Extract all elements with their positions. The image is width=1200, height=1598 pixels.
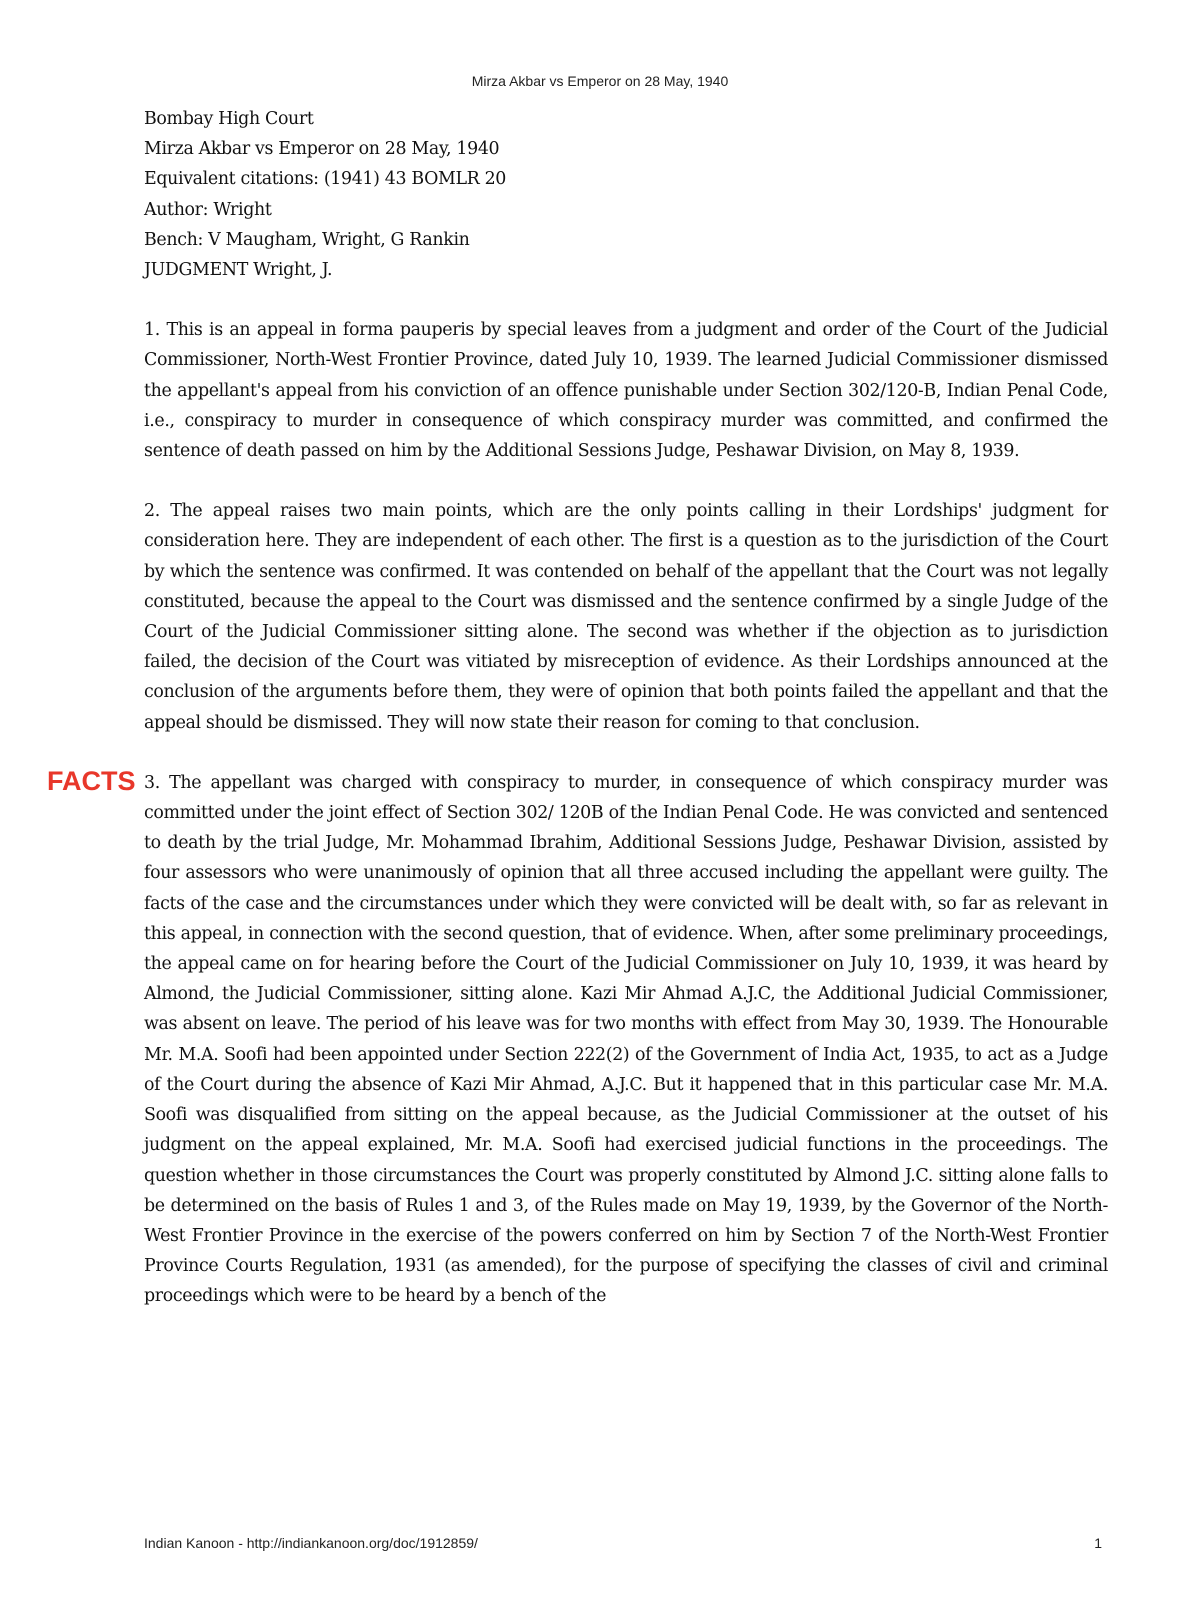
page-number: 1 (1094, 1535, 1102, 1551)
paragraph-1: 1. This is an appeal in forma pauperis by special leaves from a judgment and order of the Court of the Judicial Commissioner, North-West Frontier Province, dated July 10, 1939. The learned Judicial Commissioner dismissed the appellant's appeal from his conviction of an offence punishable under Section 302/120-B, Indian Penal Code, i.e., conspiracy to murder in consequence of which conspiracy murder was committed, and confirmed the sentence of death passed on him by the Additional Sessions Judge, Peshawar Division, on May 8, 1939. (144, 320, 1108, 462)
citations: Equivalent citations: (1941) 43 BOMLR 20 (144, 169, 507, 190)
case-title: Mirza Akbar vs Emperor on 28 May, 1940 (144, 139, 500, 160)
running-header: Mirza Akbar vs Emperor on 28 May, 1940 (471, 73, 729, 89)
footer-source: Indian Kanoon - http://indiankanoon.org/doc/1912859/ (144, 1535, 478, 1551)
author: Author: Wright (144, 199, 272, 220)
paragraph-3: 3. The appellant was charged with conspiracy to murder, in consequence of which conspiracy murder was committed under the joint effect of Section 302/ 120B of the Indian Penal Code. He was convicted and sentenced to death by the trial Judge, Mr. Mohammad Ibrahim, Additional Sessions Judge, Peshawar Division, assisted by four assessors who were unanimously of opinion that all three accused including the appellant were guilty. The facts of the case and the circumstances under which they were convicted will be dealt with, so far as relevant in this appeal, in connection with the second question, that of evidence. When, after some preliminary proceedings, the appeal came on for hearing before the Court of the Judicial Commissioner on July 10, 1939, it was heard by Almond, the Judicial Commissioner, sitting alone. Kazi Mir Ahmad A.J.C, the Additional Judicial Commissioner, was absent on leave. The period of his leave was for two months with effect from May 30, 1939. The Honourable Mr. M.A. Soofi had been appointed under Section 222(2) of the Government of India Act, 1935, to act as a Judge of the Court during the absence of Kazi Mir Ahmad, A.J.C. But it happened that in this particular case Mr. M.A. Soofi was disqualified from sitting on the appeal because, as the Judicial Commissioner at the outset of his judgment on the appeal explained, Mr. M.A. Soofi had exercised judicial functions in the proceedings. The question whether in those circumstances the Court was properly constituted by Almond J.C. sitting alone falls to be determined on the basis of Rules 1 and 3, of the Rules made on May 19, 1939, by the Governor of the North-West Frontier Province in the exercise of the powers conferred on him by Section 7 of the North-West Frontier Province Courts Regulation, 1931 (as amended), for the purpose of specifying the classes of civil and criminal proceedings which were to be heard by a bench of the (144, 772, 1108, 1307)
case-metadata (144, 104, 1108, 285)
court-name: Bombay High Court (144, 109, 314, 129)
paragraph-3-container (47, 765, 1108, 1312)
document-body (47, 104, 1108, 1312)
judgment-heading: JUDGMENT Wright, J. (144, 260, 333, 281)
facts-annotation: FACTS (47, 765, 136, 796)
paragraph-2: 2. The appeal raises two main points, which are the only points calling in their Lordships' judgment for consideration here. They are independent of each other. The first is a question as to the jurisdiction of the Court by which the sentence was confirmed. It was contended on behalf of the appellant that the Court was not legally constituted, because the appeal to the Court was dismissed and the sentence confirmed by a single Judge of the Court of the Judicial Commissioner sitting alone. The second was whether if the objection as to jurisdiction failed, the decision of the Court was vitiated by misreception of evidence. As their Lordships announced at the conclusion of the arguments before them, they were of opinion that both points failed the appellant and that the appeal should be dismissed. They will now state their reason for coming to that conclusion. (144, 501, 1108, 733)
bench: Bench: V Maugham, Wright, G Rankin (144, 229, 470, 250)
